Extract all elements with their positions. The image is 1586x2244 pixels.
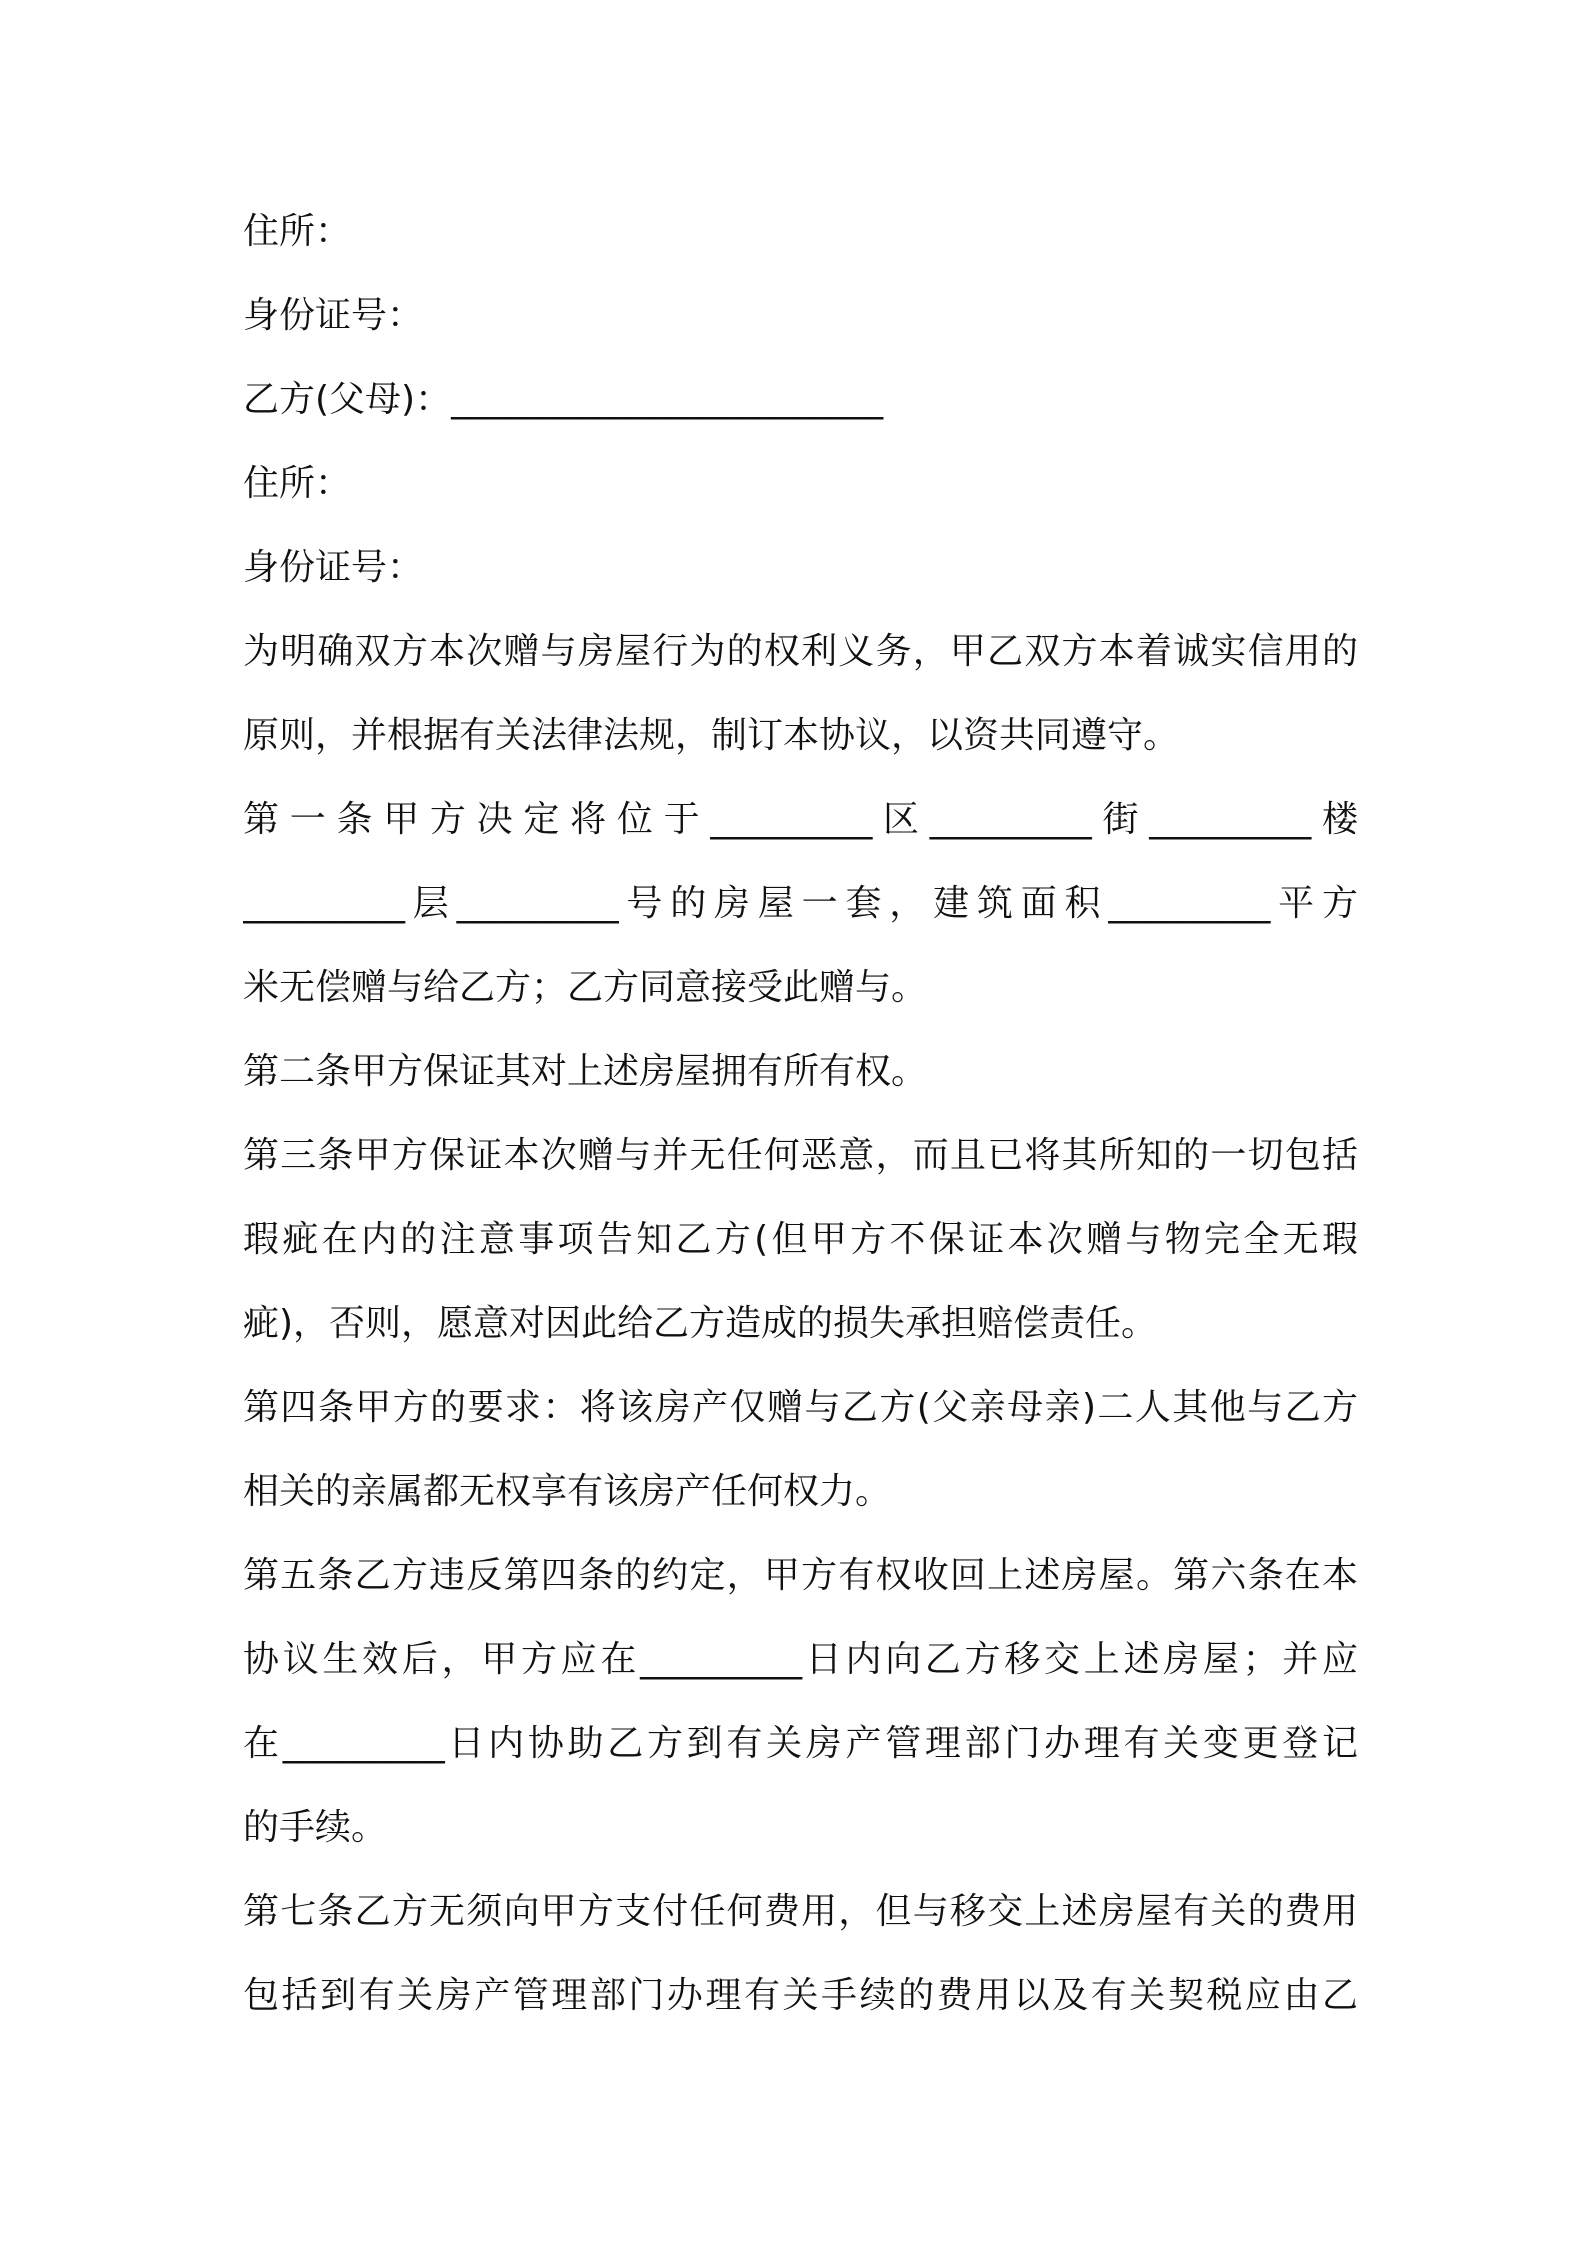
article-5-line-1: 第五条乙方违反第四条的约定，甲方有权收回上述房屋。第六条在本 — [243, 1555, 1358, 1596]
preamble-line-2: 原则，并根据有关法律法规，制订本协议，以资共同遵守。 — [243, 715, 1180, 756]
article-7-line-1: 第七条乙方无须向甲方支付任何费用，但与移交上述房屋有关的费用 — [243, 1891, 1358, 1932]
article-3-line-1: 第三条甲方保证本次赠与并无任何恶意，而且已将其所知的一切包括 — [243, 1135, 1358, 1176]
address-label-party-b: 住所： — [243, 463, 352, 504]
article-1-line-2: _________层_________号的房屋一套，建筑面积_________平方 — [243, 883, 1358, 924]
article-4-line-1: 第四条甲方的要求：将该房产仅赠与乙方(父亲母亲)二人其他与乙方 — [243, 1387, 1358, 1428]
article-3-line-2: 瑕疵在内的注意事项告知乙方(但甲方不保证本次赠与物完全无瑕 — [243, 1219, 1358, 1260]
article-6-line-2: 在_________日内协助乙方到有关房产管理部门办理有关变更登记 — [243, 1723, 1358, 1764]
article-6-line-1: 协议生效后，甲方应在_________日内向乙方移交上述房屋；并应 — [243, 1639, 1358, 1680]
document-body — [243, 190, 1358, 2038]
id-number-label-party-b: 身份证号： — [243, 547, 424, 588]
party-b-parents-line: 乙方(父母)：________________________ — [243, 379, 884, 420]
address-label-party-a: 住所： — [243, 211, 352, 252]
article-7-line-2: 包括到有关房产管理部门办理有关手续的费用以及有关契税应由乙 — [243, 1975, 1358, 2016]
article-1-line-3: 米无偿赠与给乙方；乙方同意接受此赠与。 — [243, 967, 928, 1008]
article-6-line-3: 的手续。 — [243, 1807, 388, 1848]
preamble-line-1: 为明确双方本次赠与房屋行为的权利义务，甲乙双方本着诚实信用的 — [243, 631, 1358, 672]
article-3-line-3: 疵)，否则，愿意对因此给乙方造成的损失承担赔偿责任。 — [243, 1303, 1158, 1344]
article-2-line-1: 第二条甲方保证其对上述房屋拥有所有权。 — [243, 1051, 928, 1092]
article-4-line-2: 相关的亲属都无权享有该房产任何权力。 — [243, 1471, 892, 1512]
article-1-line-1: 第一条甲方决定将位于_________区_________街_________楼 — [243, 799, 1358, 840]
id-number-label-party-a: 身份证号： — [243, 295, 424, 336]
